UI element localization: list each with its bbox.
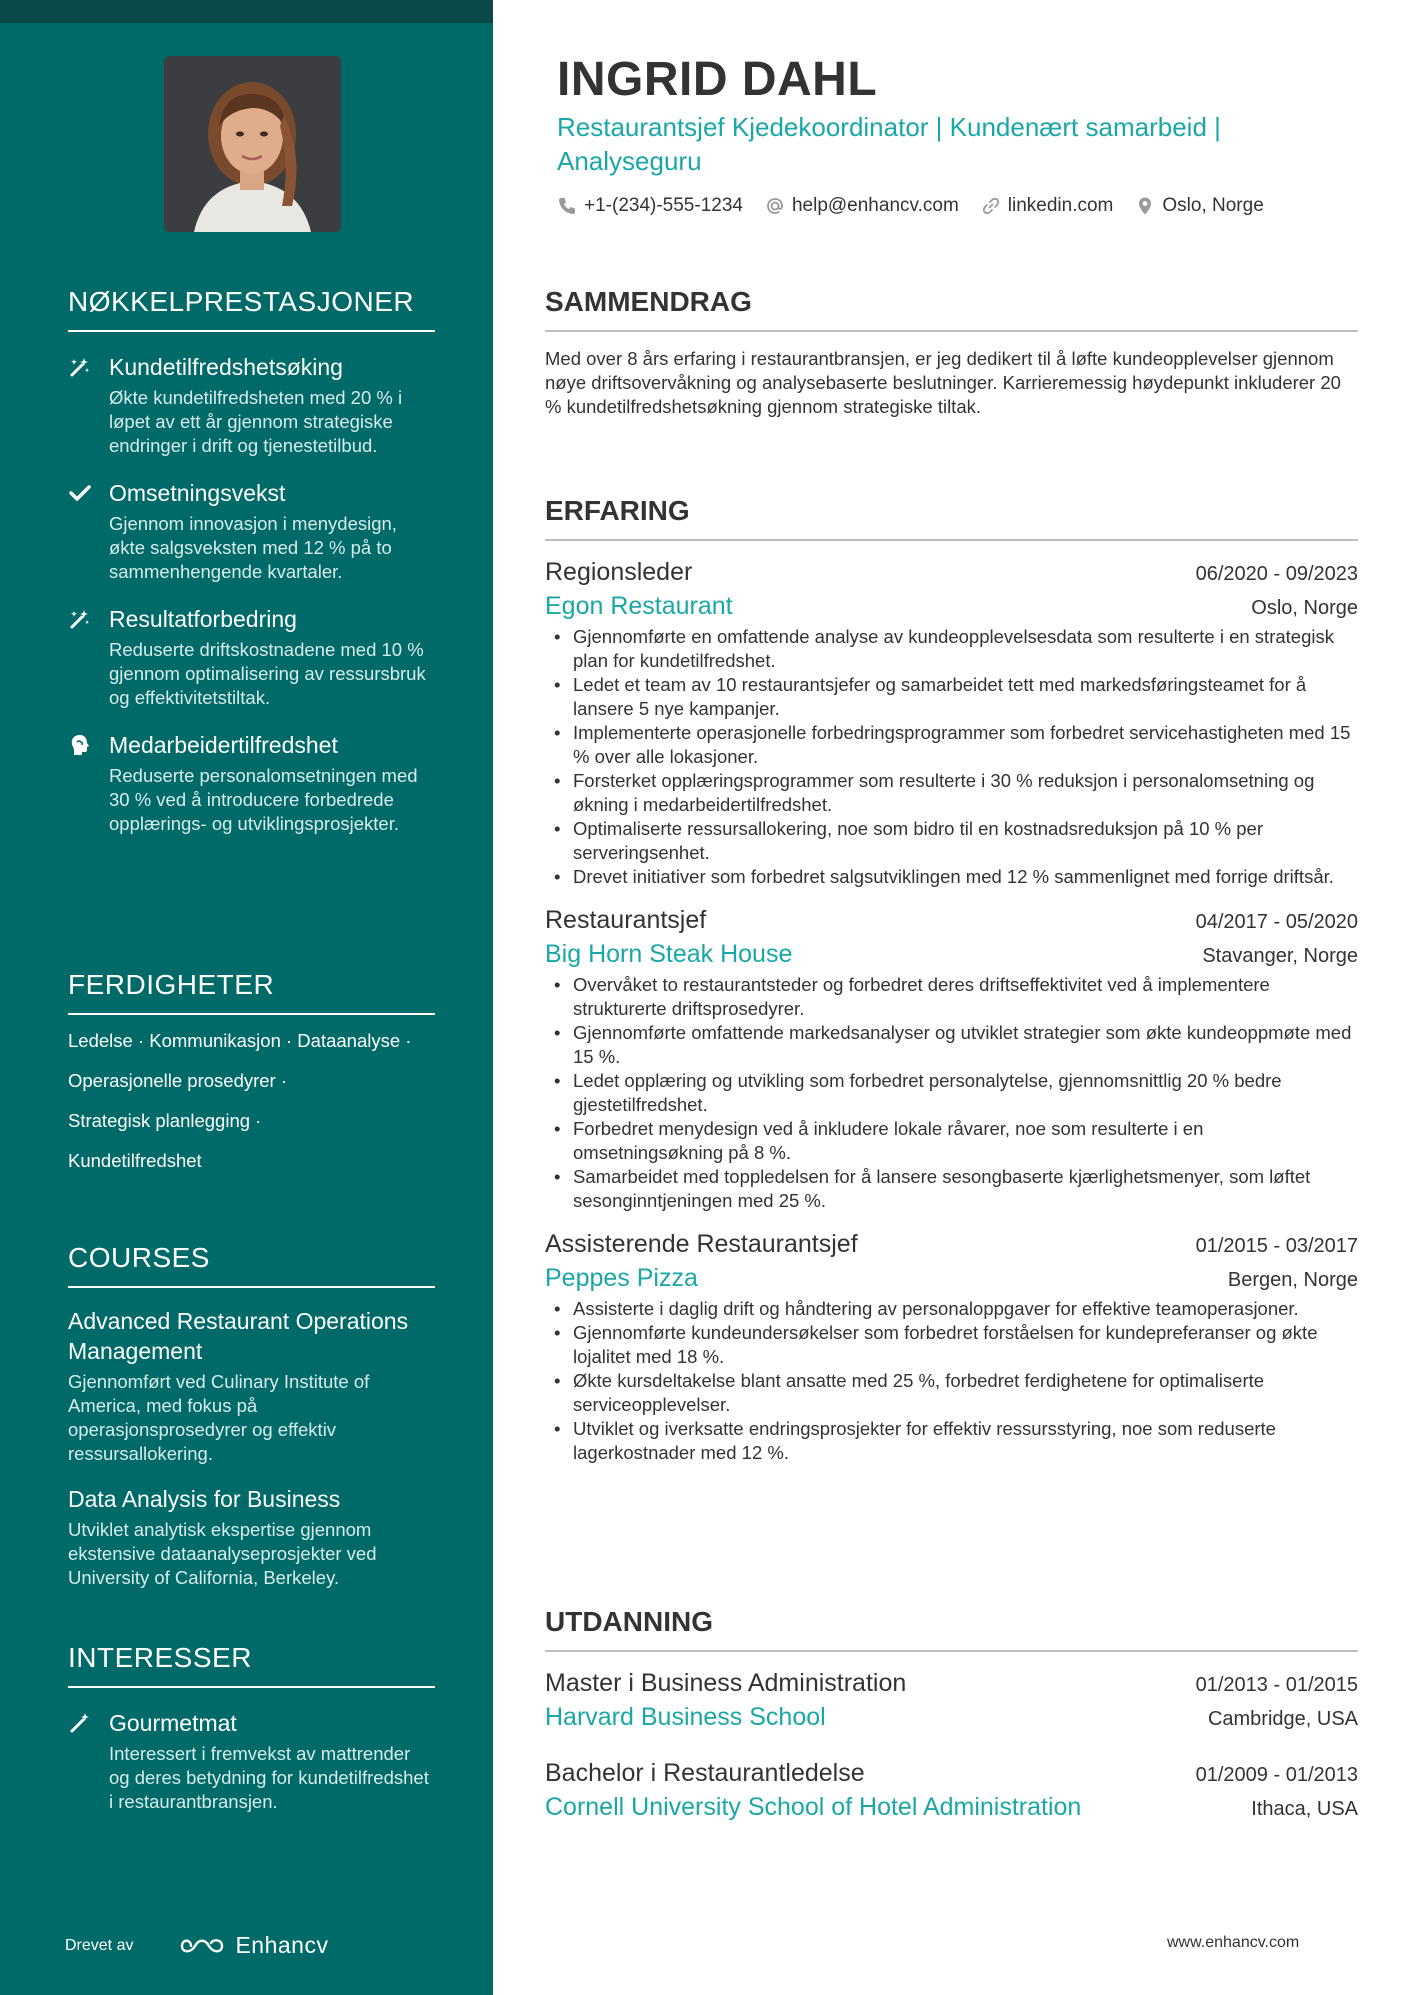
skills-list <box>68 1029 435 1173</box>
candidate-headline: Restaurantsjef Kjedekoordinator | Kundenært samarbeid | Analyseguru <box>557 112 1221 176</box>
interests-section <box>68 1642 435 1814</box>
job-company: Egon Restaurant <box>545 592 733 620</box>
course-title: Data Analysis for Business <box>68 1486 341 1512</box>
magic-wand-icon <box>68 607 92 631</box>
skills-section <box>68 969 435 1173</box>
job-entry <box>545 1227 1358 1465</box>
school-name: Cornell University School of Hotel Administration <box>545 1793 1082 1821</box>
job-bullet: • Gjennomførte kundeundersøkelser som forbedret forståelsen for kundepreferanser og økte lojalitet med 18 %. <box>545 1321 1358 1369</box>
skills-title: FERDIGHETER <box>68 969 435 1015</box>
location-pin-icon <box>1135 196 1155 216</box>
job-location: Stavanger, Norge <box>1202 945 1358 967</box>
education-date: 01/2013 - 01/2015 <box>1195 1674 1358 1696</box>
experience-title: ERFARING <box>545 495 1358 541</box>
summary-section <box>545 286 1358 419</box>
achievement-desc: Reduserte personalomsetningen med 30 % ved å introducere forbedrede opplærings- og utviklingsprosjekter. <box>109 765 418 834</box>
skill-line: Strategisk planlegging · <box>68 1110 262 1131</box>
job-bullet: • Optimaliserte ressursallokering, noe som bidro til en kostnadsreduksjon på 10 % per serveringsenhet. <box>545 817 1358 865</box>
job-bullet: • Samarbeidet med toppledelsen for å lansere sesongbaserte kjærlighetsmenyer, som løftet sesonginntjeningen med 25 %. <box>545 1165 1358 1213</box>
education-section <box>545 1606 1358 1824</box>
courses-section <box>68 1242 435 1590</box>
contact-bar <box>557 195 1286 217</box>
achievements-title: NØKKELPRESTASJONER <box>68 286 435 332</box>
job-entry <box>545 555 1358 889</box>
magic-wand-icon <box>68 1711 92 1735</box>
education-date: 01/2009 - 01/2013 <box>1195 1764 1358 1786</box>
achievement-item <box>68 604 435 710</box>
achievement-desc: Gjennom innovasjon i menydesign, økte salgsveksten med 12 % på to sammenhengende kvartaler. <box>109 513 397 582</box>
job-bullets <box>545 625 1358 889</box>
job-bullet: • Gjennomførte en omfattende analyse av kundeopplevelsesdata som resulterte i en strategisk plan for kundetilfredshet. <box>545 625 1358 673</box>
interest-desc: Interessert i fremvekst av mattrender og deres betydning for kundetilfredshet i restaurantbransjen. <box>109 1743 429 1812</box>
job-company: Big Horn Steak House <box>545 940 793 968</box>
job-date: 06/2020 - 09/2023 <box>1195 563 1358 585</box>
sidebar <box>0 0 493 1995</box>
achievement-item <box>68 352 435 458</box>
job-company: Peppes Pizza <box>545 1264 698 1292</box>
contact-email[interactable] <box>765 195 959 217</box>
achievement-desc: Reduserte driftskostnadene med 10 % gjennom optimalisering av ressursbruk og effektivitetstiltak. <box>109 639 426 708</box>
school-location: Cambridge, USA <box>1207 1708 1358 1730</box>
education-entry <box>545 1756 1358 1824</box>
contact-linkedin-text: linkedin.com <box>1007 195 1114 216</box>
job-bullet: • Ledet opplæring og utvikling som forbedret personalytelse, gjennomsnittlig 20 % bedre gjestetilfredshet. <box>545 1069 1358 1117</box>
experience-section <box>545 495 1358 1465</box>
summary-title: SAMMENDRAG <box>545 286 1358 332</box>
job-bullet: • Assisterte i daglig drift og håndtering av personaloppgaver for effektive teamoperasjoner. <box>545 1297 1358 1321</box>
brain-icon <box>68 733 92 757</box>
education-title: UTDANNING <box>545 1606 1358 1652</box>
contact-linkedin[interactable] <box>981 195 1114 217</box>
skill-line: Kundetilfredshet <box>68 1150 202 1171</box>
school-location: Ithaca, USA <box>1251 1798 1358 1820</box>
sidebar-footer <box>65 1932 328 1959</box>
infinity-logo-icon <box>179 1934 225 1958</box>
achievement-item <box>68 478 435 584</box>
degree-title: Bachelor i Restaurantledelse <box>545 1759 865 1787</box>
interests-title: INTERESSER <box>68 1642 435 1688</box>
job-date: 04/2017 - 05/2020 <box>1195 911 1358 933</box>
achievements-section <box>68 286 435 836</box>
portrait-image <box>164 56 341 232</box>
job-bullets <box>545 1297 1358 1465</box>
achievement-title: Medarbeidertilfredshet <box>109 732 338 758</box>
job-bullet: • Økte kursdeltakelse blant ansatte med 25 %, forbedret ferdighetene for optimaliserte serviceopplevelser. <box>545 1369 1358 1417</box>
magic-wand-icon <box>68 355 92 379</box>
brand-logo[interactable] <box>179 1932 328 1959</box>
job-title: Assisterende Restaurantsjef <box>545 1230 858 1258</box>
contact-email-text: help@enhancv.com <box>791 195 959 216</box>
contact-location-text: Oslo, Norge <box>1162 195 1264 216</box>
job-bullet: • Gjennomførte omfattende markedsanalyser og utviklet strategier som økte kundeoppmøte med 15 %. <box>545 1021 1358 1069</box>
achievement-title: Omsetningsvekst <box>109 480 286 506</box>
job-bullet: • Ledet et team av 10 restaurantsjefer og samarbeidet tett med markedsføringsteamet for å lansere 5 nye kampanjer. <box>545 673 1358 721</box>
interest-item <box>68 1708 435 1814</box>
job-bullet: • Overvåket to restaurantsteder og forbedret deres driftseffektivitet ved å implementere strukturerte driftsprosedyrer. <box>545 973 1358 1021</box>
at-icon <box>765 196 785 216</box>
job-bullet: • Forbedret menydesign ved å inkludere lokale råvarer, noe som resulterte i en omsetningsøkning på 8 %. <box>545 1117 1358 1165</box>
achievement-desc: Økte kundetilfredsheten med 20 % i løpet av ett år gjennom strategiske endringer i drift og tjenestetilbud. <box>109 387 403 456</box>
skill-line: Operasjonelle prosedyrer · <box>68 1070 288 1091</box>
education-entry <box>545 1666 1358 1734</box>
job-bullets <box>545 973 1358 1213</box>
job-location: Bergen, Norge <box>1227 1269 1358 1291</box>
course-item <box>68 1484 435 1590</box>
job-title: Regionsleder <box>545 558 693 586</box>
course-desc: Utviklet analytisk ekspertise gjennom ekstensive dataanalyseprosjekter ved University of California, Berkeley. <box>68 1519 377 1588</box>
job-bullet: • Drevet initiativer som forbedret salgsutviklingen med 12 % sammenlignet med forrige driftsår. <box>545 865 1358 889</box>
job-bullet: • Forsterket opplæringsprogrammer som resulterte i 30 % reduksjon i personalomsetning og økning i medarbeidertilfredshet. <box>545 769 1358 817</box>
contact-phone-text: +1-(234)-555-1234 <box>584 195 743 216</box>
phone-icon <box>557 196 577 216</box>
powered-by-label: Drevet av <box>65 1936 134 1954</box>
school-name: Harvard Business School <box>545 1703 826 1731</box>
degree-title: Master i Business Administration <box>545 1669 907 1697</box>
brand-name: Enhancv <box>235 1932 329 1958</box>
achievement-item <box>68 730 435 836</box>
job-title: Restaurantsjef <box>545 906 707 934</box>
interest-title: Gourmetmat <box>109 1710 237 1736</box>
job-date: 01/2015 - 03/2017 <box>1195 1235 1358 1257</box>
skill-line: Ledelse · Kommunikasjon · Dataanalyse · <box>68 1030 412 1051</box>
achievement-title: Resultatforbedring <box>109 606 297 632</box>
candidate-name: INGRID DAHL <box>557 53 878 106</box>
link-icon <box>981 196 1001 216</box>
job-bullet: • Implementerte operasjonelle forbedringsprogrammer som forbedret servicehastigheten med 15 % over alle lokasjoner. <box>545 721 1358 769</box>
checkmark-icon <box>68 481 92 505</box>
profile-photo <box>164 56 341 232</box>
job-location: Oslo, Norge <box>1251 597 1358 619</box>
job-entry <box>545 903 1358 1213</box>
achievement-title: Kundetilfredshetsøking <box>109 354 343 380</box>
sidebar-top-bar <box>0 0 493 23</box>
contact-phone[interactable] <box>557 195 743 217</box>
website-link[interactable]: www.enhancv.com <box>1167 1934 1300 1951</box>
summary-text: Med over 8 års erfaring i restaurantbransjen, er jeg dedikert til å løfte kundeopplevelser gjennom nøye driftsovervåkning og analysebaserte beslutninger. Karrieremessig høydepunkt inkluderer 20 % kundetilfredshetsøkning gjennom strategiske tiltak. <box>545 348 1341 417</box>
contact-location <box>1135 195 1263 217</box>
course-title: Advanced Restaurant Operations Management <box>68 1308 409 1364</box>
course-item <box>68 1306 435 1466</box>
courses-title: COURSES <box>68 1242 435 1288</box>
course-desc: Gjennomført ved Culinary Institute of America, med fokus på operasjonsprosedyrer og effektiv ressursallokering. <box>68 1371 370 1464</box>
job-bullet: • Utviklet og iverksatte endringsprosjekter for effektiv ressursstyring, noe som reduserte lagerkostnader med 12 %. <box>545 1417 1358 1465</box>
